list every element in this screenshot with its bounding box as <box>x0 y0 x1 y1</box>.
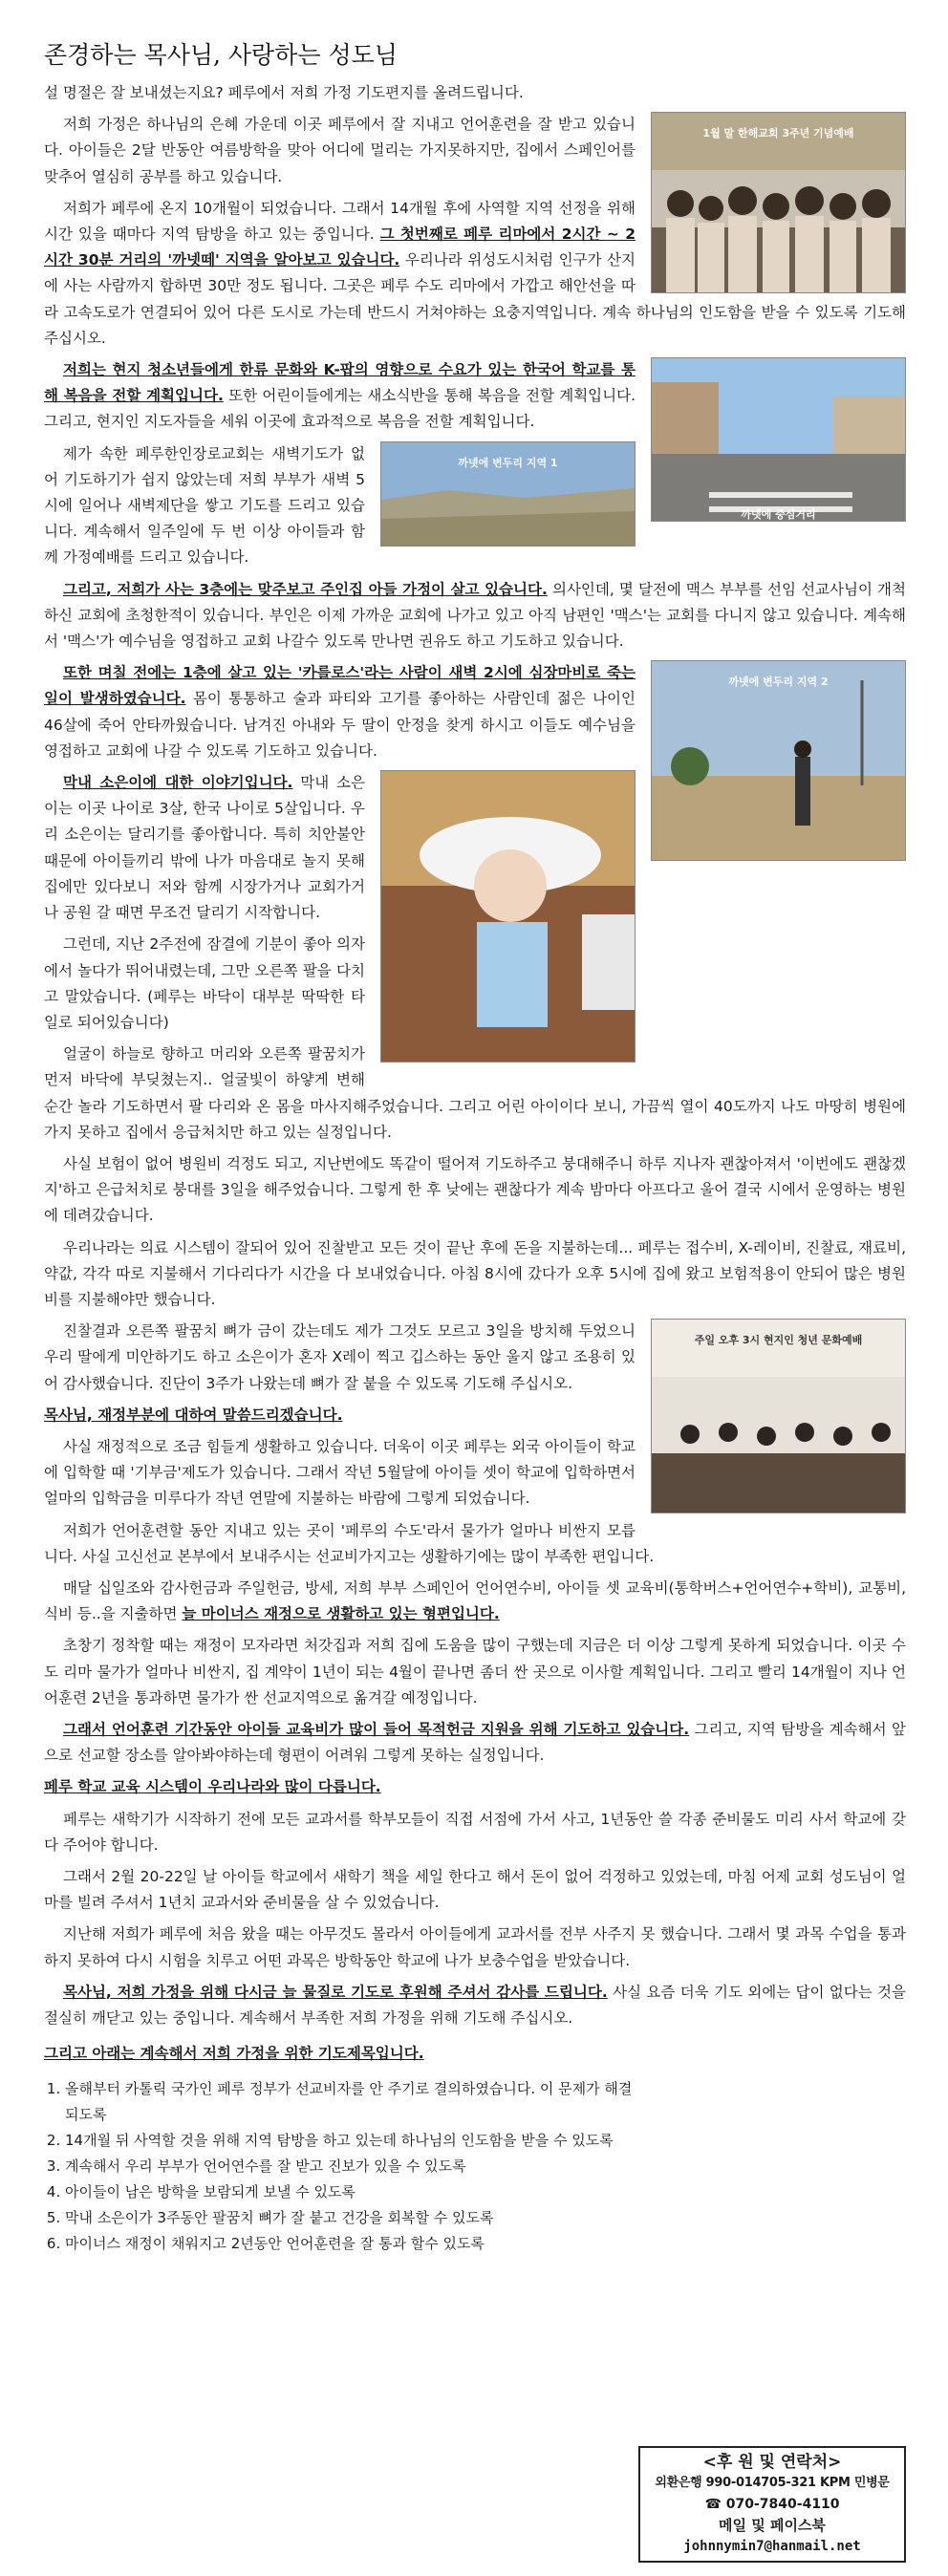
highlight-text: 목사님, 저희 가정을 위해 다시금 늘 물질로 기도로 후원해 주셔서 감사를 드립니다. <box>63 1983 608 2001</box>
paragraph-16 <box>44 1576 906 1627</box>
school-section-heading: 페루 학교 교육 시스템이 우리나라와 많이 다릅니다. <box>44 1778 381 1796</box>
paragraph-1 <box>44 80 906 106</box>
paragraph-text: 사실 요즘 더욱 기도 외에는 답이 없다는 것을 절실히 깨닫고 있는 중입니다. 계속해서 부족한 저희 가정을 위해 기도해 주십시오. <box>44 1983 907 2028</box>
photo-caption: 주일 오후 3시 현지인 청년 문화예배 <box>694 1334 863 1347</box>
daughter-photo-image <box>381 771 635 1062</box>
paragraph-text: 그래서 2월 20-22일 날 아이들 학교에서 새학기 책을 세일 한다고 해서 돈이 없어 걱정하고 있었는데, 마침 어제 교회 성도님이 얼마를 빌려 주셔서 1년치 교과서와 준비물을 살 수 있었습니다. <box>44 1868 906 1912</box>
highlight-text: 또한 며칠 전에는 1층에 살고 있는 '카를로스'라는 사람이 새벽 2시에 심장마비로 죽는 일이 발생하였습니다. <box>44 664 636 708</box>
paragraph-text: 진찰결과 오른쪽 팔꿈치 뼈가 금이 갔는데도 제가 그것도 모르고 3일을 방치해 두었으니 우리 딸에게 미안하기도 하고 소은이가 혼자 X레이 찍고 깁스하는 동안 울지 않고 조용히 있어 감사했습니다. 진단이 3주가 나왔는데 뼈가 잘 붙을 수 있도록 기도해 주십시오. <box>44 1322 636 1392</box>
paragraph-17 <box>44 1633 906 1711</box>
prayer-item: 1. 올해부터 카톨릭 국가인 페루 정부가 선교비자를 안 주기로 결의하였습니다. 이 문제가 해결되도록 <box>65 2076 638 2128</box>
paragraph-text: 매달 십일조와 감사헌금과 주일헌금, 방세, 저희 부부 스페인어 언어연수비, 아이들 셋 교육비(통학버스+언어연수+학비), 교통비, 식비 등..을 지출하면 <box>44 1578 906 1623</box>
paragraph-text: 페루는 새학기가 시작하기 전에 모든 교과서를 학부모들이 직접 서점에 가서 사고, 1년동안 쓸 각종 준비물도 미리 사서 학교에 갖다 주어야 합니다. <box>44 1810 906 1854</box>
photo-kapas-outskirts-2 <box>651 660 906 861</box>
paragraph-21 <box>44 1921 906 1973</box>
paragraph-text: 의사인데, 몇 달전에 맥스 부부를 선임 선교사님이 개척하신 교회에 초청한적이 있습니다. 부인은 이제 가까운 교회에 나가고 있고 아직 남편인 '맥스'는 교회를 다니지 않고 있습니다. 계속해서 '맥스'가 예수님을 영접하고 교회 나갈수 있도록 만나면 권유도 하고 기도하고 있습니다. <box>44 580 906 651</box>
finance-section-heading: 목사님, 재정부분에 대하여 말씀드리겠습니다. <box>44 1406 343 1424</box>
paragraph-text: 설 명절은 잘 보내셨는지요? 페루에서 저희 가정 기도편지를 올려드립니다. <box>44 84 524 101</box>
bank-account: 외환은행 990-014705-321 KPM 민병문 <box>655 2476 890 2490</box>
paragraph-text: 초창기 정착할 때는 재정이 모자라면 처갓집과 저희 집에 도움을 많이 구했는데 지금은 더 이상 그렇게 못하게 되었습니다. 이곳 수도 리마 물가가 얼마나 비싼지, 집 계약이 1년이 되는 4월이 끝나면 좀더 싼 곳으로 이사할 계획입니다. 그리고 빨리 14개월이 지나 언어훈련 2년을 통과하면 물가가 싼 선교지역으로 옮겨갈 예정입니다. <box>44 1637 906 1707</box>
paragraph-19 <box>44 1807 906 1858</box>
paragraph-text: 우리나라는 의료 시스템이 잘되어 있어 진찰받고 모든 것이 끝난 후에 돈을 지불하는데... 페루는 접수비, X-레이비, 진찰료, 재료비, 약값, 각각 따로 지불해서 기다리다가 시간을 다 보내었습니다. 아침 8시에 갔다가 오후 5시에 집에 왔고 보험적용이 안되어 많은 병원비를 지불해야만 했습니다. <box>44 1238 906 1308</box>
letter-body <box>44 80 906 2257</box>
prayer-list <box>44 2076 638 2257</box>
paragraph-15 <box>44 1518 906 1570</box>
paragraph-text: 지난해 저희가 페루에 처음 왔을 때는 아무것도 몰라서 아이들에게 교과서를 전부 사주지 못 했습니다. 그래서 몇 과목 수업을 통과하지 못하여 다시 시험을 치루고 어떤 과목은 방학동안 학교에 나가 보충수업을 받았습니다. <box>44 1925 906 1969</box>
paragraph-text: 몸이 통통하고 술과 파티와 고기를 좋아하는 사람인데 젊은 나이인 46살에 죽어 안타까웠습니다. 남겨진 아내와 두 딸이 안정을 찾게 하시고 이들도 예수님을 영접하고 교회에 나갈 수 있도록 기도하고 있습니다. <box>44 690 636 760</box>
prayer-item: 4. 아이들이 남은 방학을 보람되게 보낼 수 있도록 <box>65 2179 638 2205</box>
paragraph-text: 얼굴이 하늘로 향하고 머리와 오른쪽 팔꿈치가 먼저 바닥에 부딪쳤는지.. 얼굴빛이 하얗게 변해 순간 놀라 기도하면서 팔 다리와 온 몸을 마사지해주었습니다. 그리고 어린 아이이다 보니, 가끔씩 열이 40도까지 나도 마땅히 병원에 가지 못하고 집에서 응급처치만 하고 있는 실정입니다. <box>44 1045 906 1141</box>
photo-youth-service <box>651 1319 906 1513</box>
paragraph-text: 막내 소은이는 이곳 나이로 3살, 한국 나이로 5살입니다. 우리 소은이는 달리기를 좋아합니다. 특히 치안불안 때문에 아이들끼리 밖에 나가 마음대로 놀지 못해 집에만 있다보니 저와 함께 시장가거나 교회가거나 공원 갈 때면 무조건 달리기 시작합니다. <box>44 774 366 922</box>
highlight-text: 그래서 언어훈련 기간동안 아이들 교육비가 많이 들어 목적헌금 지원을 위해 기도하고 있습니다. <box>63 1720 690 1738</box>
greeting-title: 존경하는 목사님, 사랑하는 성도님 <box>44 41 398 69</box>
photo-anniversary-service <box>651 112 906 293</box>
paragraph-11 <box>44 1151 906 1230</box>
photo-kapas-center <box>651 357 906 522</box>
paragraph-text: 사실 재정적으로 조금 힘들게 생활하고 있습니다. 더욱이 이곳 페루는 외국 아이들이 학교에 입학할 때 '기부금'제도가 있습니다. 그래서 작년 5월달에 아이들 셋이 학교에 입학하면서 얼마의 입학금을 미루다가 작년 연말에 지불하는 바람에 그렇게 되었습니다. <box>44 1437 636 1508</box>
contact-subtitle: 메일 및 페이스북 <box>719 2517 826 2534</box>
paragraph-text: 그런데, 지난 2주전에 잠결에 기분이 좋아 의자에서 놀다가 뛰어내렸는데, 그만 오른쪽 팔을 다치고 말았습니다. (페루는 바닥이 대부분 딱딱한 타일로 되어있습니다) <box>44 935 365 1031</box>
email-address[interactable]: johnnymin7@hanmail.net <box>683 2539 861 2554</box>
paragraph-text: 사실 보험이 없어 병원비 걱정도 되고, 지난번에도 똑같이 떨어져 기도하주고 붕대해주니 하루 지나자 괜찮아져서 '이번에도 괜찮겠지'하고 은급처치로 붕대를 3일을 해주었습니다. 그렇게 한 후 낮에는 괜찮다가 계속 밤마다 아프다고 울어 결국 시에서 운영하는 병원에 데려갔습니다. <box>44 1154 906 1225</box>
prayer-item: 3. 계속해서 우리 부부가 언어연수를 잘 받고 진보가 있을 수 있도록 <box>65 2154 638 2179</box>
photo-caption: 까넷에 중심거리 <box>741 508 816 522</box>
prayer-item: 2. 14개월 뒤 사역할 것을 위해 지역 탐방을 하고 있는데 하나님의 인도함을 받을 수 있도록 <box>65 2128 638 2154</box>
paragraph-text: 저희 가정은 하나님의 은혜 가운데 이곳 페루에서 잘 지내고 언어훈련을 잘 받고 있습니다. 아이들은 2달 반동안 여름방학을 맞아 어디에 멀리는 가지못하지만, 집에서 스페인어를 맞추어 열심히 공부를 하고 있습니다. <box>44 116 636 185</box>
paragraph-20 <box>44 1864 906 1916</box>
prayer-item: 6. 마이너스 재정이 채워지고 2년동안 언어훈련을 잘 통과 할수 있도록 <box>65 2231 638 2257</box>
photo-caption: 까넷에 변두리 지역 2 <box>728 676 829 689</box>
paragraph-text: 우리나라 위성도시처럼 인구가 산지에 사는 사람까지 합하면 30만 정도 됩니다. 그곳은 페루 수도 리마에서 가깝고 해안선을 따라 고속도로가 연결되어 있어 다른 도시로 가는데 반드시 거쳐야하는 요충지역입니다. 계속 하나님의 인도함을 받을 수 있도록 기도해 주십시오. <box>44 251 906 347</box>
paragraph-18 <box>44 1717 906 1769</box>
highlight-text: 그리고, 저희가 사는 3층에는 맞주보고 주인집 아들 가정이 살고 있습니다. <box>63 580 548 598</box>
prayer-item: 5. 막내 소은이가 3주동안 팔꿈치 뼈가 잘 붙고 건강을 회복할 수 있도록 <box>65 2205 638 2231</box>
paragraph-text: 또한 어린이들에게는 새소식반을 통해 복음을 전할 계획입니다. 그리고, 현지인 지도자들을 세워 이곳에 효과적으로 복음을 전할 계획입니다. <box>44 387 636 431</box>
contact-title: <후 원 및 연락처> <box>702 2453 842 2472</box>
photo-kapas-outskirts-1 <box>380 441 636 547</box>
photo-daughter <box>380 770 636 1063</box>
highlight-text: 저희는 현지 청소년들에게 한류 문화와 K-팝의 영향으로 수요가 있는 한국어 학교를 통해 복음을 전할 계획입니다. <box>44 361 636 405</box>
highlight-text: 그 첫번째로 페루 리마에서 2시간 ~ 2시간 30분 거리의 '까넷떼' 지역을 알아보고 있습니다. <box>44 225 636 269</box>
prayer-list-title: 그리고 아래는 계속해서 저희 가정을 위한 기도제목입니다. <box>44 2045 424 2063</box>
highlight-text: 막내 소은이에 대한 이야기입니다. <box>63 774 293 792</box>
paragraph-text: 제가 속한 페루한인장로교회는 새벽기도가 없어 기도하기가 쉽지 않았는데 저희 부부가 새벽 5시에 일어나 새벽제단을 쌓고 기도를 드리고 있습니다. 계속해서 일주일에 두 번 이상 아이들과 함께 가정예배를 드리고 있습니다. <box>44 444 365 567</box>
photo-caption: 까넷에 변두리 지역 1 <box>458 456 558 469</box>
paragraph-22 <box>44 1980 906 2031</box>
paragraph-text: 저희가 언어훈련할 동안 지내고 있는 곳이 '페루의 수도'라서 물가가 얼마나 비싼지 모릅니다. 사실 고신선교 본부에서 보내주시는 선교비가지고는 생활하기에는 많이 부족한 편입니다. <box>44 1521 655 1565</box>
paragraph-text: 저희가 페루에 온지 10개월이 되었습니다. 그래서 14개월 후에 사역할 지역 선정을 위해 시간 있을 때마다 지역 탐방을 하고 있는 중입니다. <box>44 199 636 244</box>
highlight-text: 늘 마이너스 재정으로 생활하고 있는 형편입니다. <box>182 1605 500 1623</box>
photo-caption: 1월 말 한해교회 3주년 기념예배 <box>702 127 854 140</box>
paragraph-6 <box>44 577 906 655</box>
paragraph-text: 그리고, 지역 탐방을 계속해서 앞으로 선교할 장소를 알아봐야하는데 형편이 어려워 그렇게 못하는 실정입니다. <box>44 1720 907 1765</box>
phone-number: ☎ 070-7840-4110 <box>704 2497 840 2512</box>
contact-box <box>638 2446 906 2563</box>
paragraph-12 <box>44 1235 906 1314</box>
kapas-center-photo-image <box>652 358 905 521</box>
